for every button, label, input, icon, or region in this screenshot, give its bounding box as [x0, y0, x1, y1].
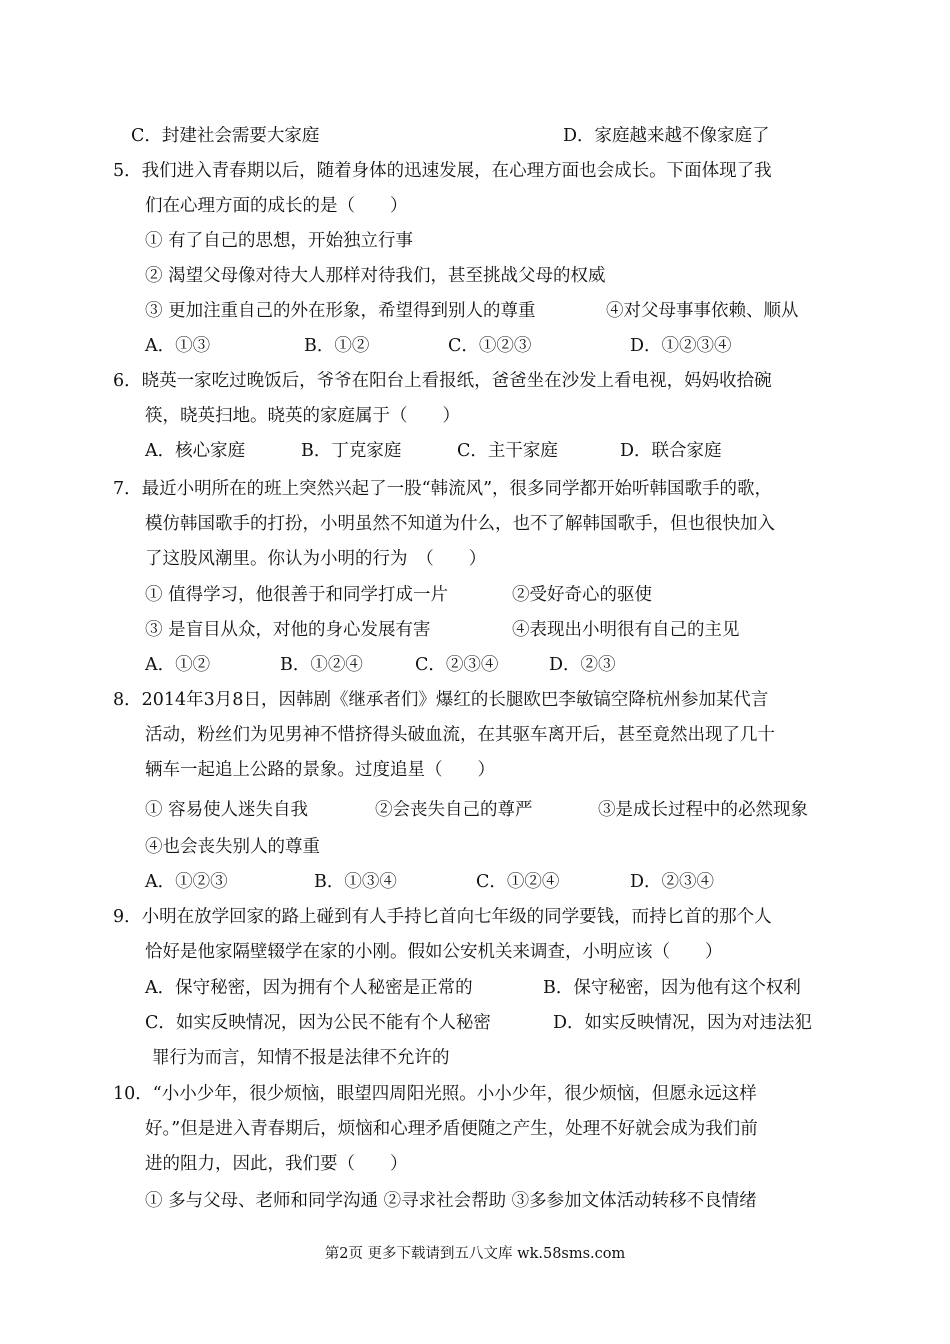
- text-line: ③是成长过程中的必然现象: [598, 800, 808, 820]
- text-line: B．①②④: [280, 655, 363, 675]
- text-line: 辆车一起追上公路的景象。过度追星（ ）: [145, 760, 495, 780]
- text-line: 8．2014年3月8日，因韩剧《继承者们》爆红的长腿欧巴李敏镐空降杭州参加某代言: [113, 690, 769, 710]
- text-line: ②受好奇心的驱使: [512, 585, 652, 605]
- text-line: 筷，晓英扫地。晓英的家庭属于（ ）: [145, 406, 460, 426]
- text-line: C．如实反映情况，因为公民不能有个人秘密: [145, 1013, 491, 1033]
- text-line: 7．最近小明所在的班上突然兴起了一股“韩流风”，很多同学都开始听韩国歌手的歌，: [113, 479, 773, 499]
- text-line: ② 渴望父母像对待大人那样对待我们，甚至挑战父母的权威: [145, 266, 606, 286]
- text-line: D．家庭越来越不像家庭了: [563, 126, 770, 146]
- text-line: D．②③④: [630, 872, 715, 892]
- text-line: ③ 是盲目从众，对他的身心发展有害: [145, 620, 431, 640]
- text-line: 5．我们进入青春期以后，随着身体的迅速发展，在心理方面也会成长。下面体现了我: [113, 161, 772, 181]
- text-line: C．封建社会需要大家庭: [131, 126, 320, 146]
- text-line: 活动，粉丝们为见男神不惜挤得头破血流，在其驱车离开后，甚至竟然出现了几十: [145, 725, 775, 745]
- text-line: 模仿韩国歌手的打扮，小明虽然不知道为什么，也不了解韩国歌手，但也很快加入: [145, 514, 775, 534]
- text-line: A．核心家庭: [145, 441, 246, 461]
- text-line: C．②③④: [415, 655, 499, 675]
- text-line: ① 值得学习，他很善于和同学打成一片: [145, 585, 449, 605]
- text-line: B．①②: [304, 336, 370, 356]
- text-line: ① 多与父母、老师和同学沟通 ②寻求社会帮助 ③多参加文体活动转移不良情绪: [145, 1191, 757, 1211]
- text-line: ④也会丧失别人的尊重: [145, 837, 320, 857]
- text-line: ④表现出小明很有自己的主见: [512, 620, 740, 640]
- text-line: 好。”但是进入青春期后，烦恼和心理矛盾便随之产生，处理不好就会成为我们前: [145, 1119, 758, 1139]
- text-line: B．保守秘密，因为他有这个权利: [543, 978, 801, 998]
- text-line: A．①③: [145, 336, 211, 356]
- text-line: A．保守秘密，因为拥有个人秘密是正常的: [145, 978, 473, 998]
- text-line: ②会丧失自己的尊严: [375, 800, 533, 820]
- text-line: C．主干家庭: [457, 441, 558, 461]
- text-line: A．①②③: [145, 872, 228, 892]
- text-line: 恰好是他家隔壁辍学在家的小刚。假如公安机关来调查，小明应该（ ）: [145, 942, 723, 962]
- text-line: 进的阻力，因此，我们要（ ）: [145, 1154, 408, 1174]
- text-line: A．①②: [145, 655, 211, 675]
- text-line: ① 容易使人迷失自我: [145, 800, 309, 820]
- text-line: B．①③④: [314, 872, 397, 892]
- text-line: C．①②③: [448, 336, 532, 356]
- page-footer: 第2页 更多下载请到五八文库 wk.58sms.com: [324, 1246, 626, 1262]
- text-line: D．如实反映情况，因为对违法犯: [553, 1013, 813, 1033]
- text-line: B．丁克家庭: [301, 441, 402, 461]
- text-line: D．①②③④: [630, 336, 732, 356]
- text-line: 了这股风潮里。你认为小明的行为 （ ）: [145, 549, 487, 569]
- text-line: D．②③: [549, 655, 616, 675]
- text-line: 罪行为而言，知情不报是法律不允许的: [152, 1048, 450, 1068]
- text-line: ① 有了自己的思想，开始独立行事: [145, 231, 414, 251]
- text-line: ④对父母事事依赖、顺从: [606, 301, 799, 321]
- text-line: 10．“小小少年，很少烦恼，眼望四周阳光照。小小少年，很少烦恼，但愿永远这样: [113, 1084, 757, 1104]
- text-line: 们在心理方面的成长的是（ ）: [145, 196, 408, 216]
- text-line: C．①②④: [476, 872, 560, 892]
- text-line: D．联合家庭: [620, 441, 722, 461]
- text-line: 9．小明在放学回家的路上碰到有人手持匕首向七年级的同学要钱，而持匕首的那个人: [113, 907, 772, 927]
- text-line: ③ 更加注重自己的外在形象，希望得到别人的尊重: [145, 301, 536, 321]
- text-line: 6．晓英一家吃过晚饭后，爷爷在阳台上看报纸，爸爸坐在沙发上看电视，妈妈收拾碗: [113, 371, 772, 391]
